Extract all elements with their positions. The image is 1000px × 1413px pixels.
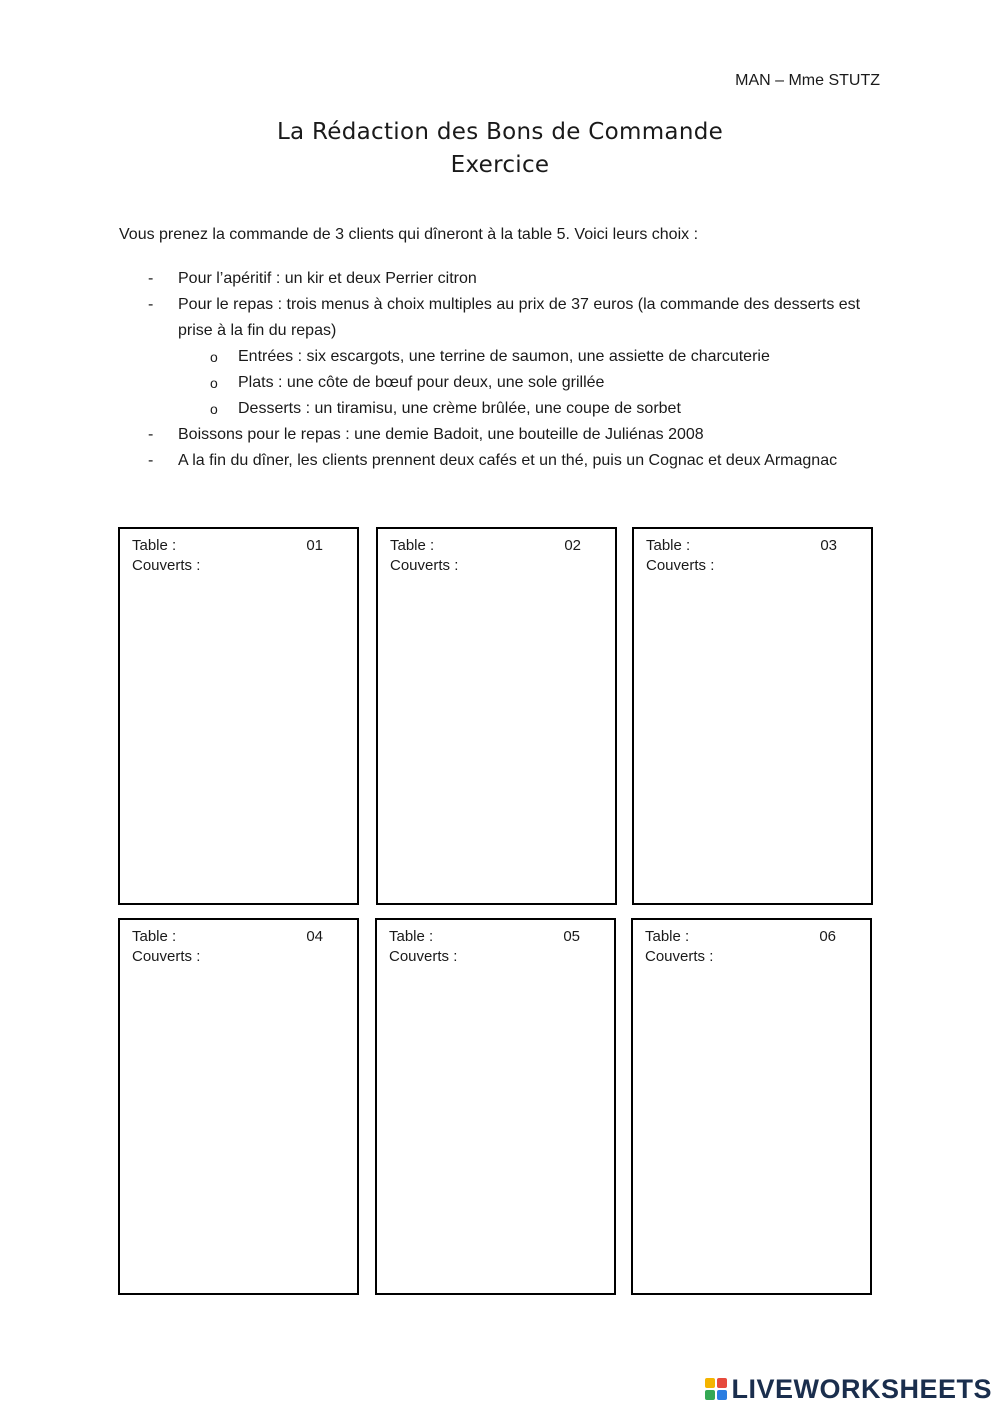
order-instructions-list xyxy=(119,266,889,474)
table-label: Table : xyxy=(390,537,435,554)
table-label: Table : xyxy=(132,928,177,945)
circle-marker: o xyxy=(210,401,218,417)
circle-marker: o xyxy=(210,375,218,391)
list-item xyxy=(119,448,889,474)
list-item-text: Boissons pour le repas : une demie Badoit, une bouteille de Juliénas 2008 xyxy=(178,426,704,443)
logo-tile xyxy=(705,1390,715,1400)
liveworksheets-logo[interactable] xyxy=(705,1371,992,1407)
author-label: MAN – Mme STUTZ xyxy=(735,72,880,89)
logo-tile xyxy=(717,1378,727,1388)
order-slip-04[interactable] xyxy=(118,918,359,1295)
logo-text: LIVEWORKSHEETS xyxy=(731,1373,992,1404)
order-slip-06[interactable] xyxy=(631,918,872,1295)
table-number: 01 xyxy=(306,537,323,554)
order-slip-05[interactable] xyxy=(375,918,616,1295)
dash-marker: - xyxy=(148,296,154,313)
page-title xyxy=(0,116,1000,182)
logo-tile xyxy=(717,1390,727,1400)
covers-label: Couverts : xyxy=(132,948,201,965)
table-number: 02 xyxy=(564,537,581,554)
list-item-text: A la fin du dîner, les clients prennent deux cafés et un thé, puis un Cognac et deux Armagnac xyxy=(178,452,838,469)
title-line-1: La Rédaction des Bons de Commande xyxy=(276,119,724,145)
intro-text: Vous prenez la commande de 3 clients qui dîneront à la table 5. Voici leurs choix : xyxy=(119,226,699,243)
order-slip-01[interactable] xyxy=(118,527,359,905)
covers-label: Couverts : xyxy=(645,948,714,965)
table-number: 05 xyxy=(563,928,580,945)
covers-label: Couverts : xyxy=(646,557,715,574)
list-item-text: Pour le repas : trois menus à choix multiples au prix de 37 euros (la commande des desserts est prise à la fin du repas) xyxy=(178,296,861,339)
covers-label: Couverts : xyxy=(132,557,201,574)
table-label: Table : xyxy=(646,537,691,554)
liveworksheets-icon xyxy=(705,1378,727,1400)
list-item xyxy=(119,292,889,344)
list-subitem xyxy=(119,396,889,422)
dash-marker: - xyxy=(148,426,154,443)
list-item xyxy=(119,422,889,448)
table-number: 06 xyxy=(819,928,836,945)
table-label: Table : xyxy=(389,928,434,945)
list-item-text: Pour l’apéritif : un kir et deux Perrier citron xyxy=(178,270,477,287)
list-subitem xyxy=(119,370,889,396)
list-item-text: Desserts : un tiramisu, une crème brûlée, une coupe de sorbet xyxy=(238,400,681,417)
table-number: 03 xyxy=(820,537,837,554)
order-slip-03[interactable] xyxy=(632,527,873,905)
covers-label: Couverts : xyxy=(390,557,459,574)
list-item xyxy=(119,266,889,292)
circle-marker: o xyxy=(210,349,218,365)
list-subitem xyxy=(119,344,889,370)
dash-marker: - xyxy=(148,452,154,469)
dash-marker: - xyxy=(148,270,154,287)
list-item-text: Plats : une côte de bœuf pour deux, une sole grillée xyxy=(238,374,605,391)
covers-label: Couverts : xyxy=(389,948,458,965)
list-item-text: Entrées : six escargots, une terrine de saumon, une assiette de charcuterie xyxy=(238,348,770,365)
table-number: 04 xyxy=(306,928,323,945)
logo-tile xyxy=(705,1378,715,1388)
order-slip-02[interactable] xyxy=(376,527,617,905)
table-label: Table : xyxy=(132,537,177,554)
title-line-2: Exercice xyxy=(450,152,550,178)
table-label: Table : xyxy=(645,928,690,945)
